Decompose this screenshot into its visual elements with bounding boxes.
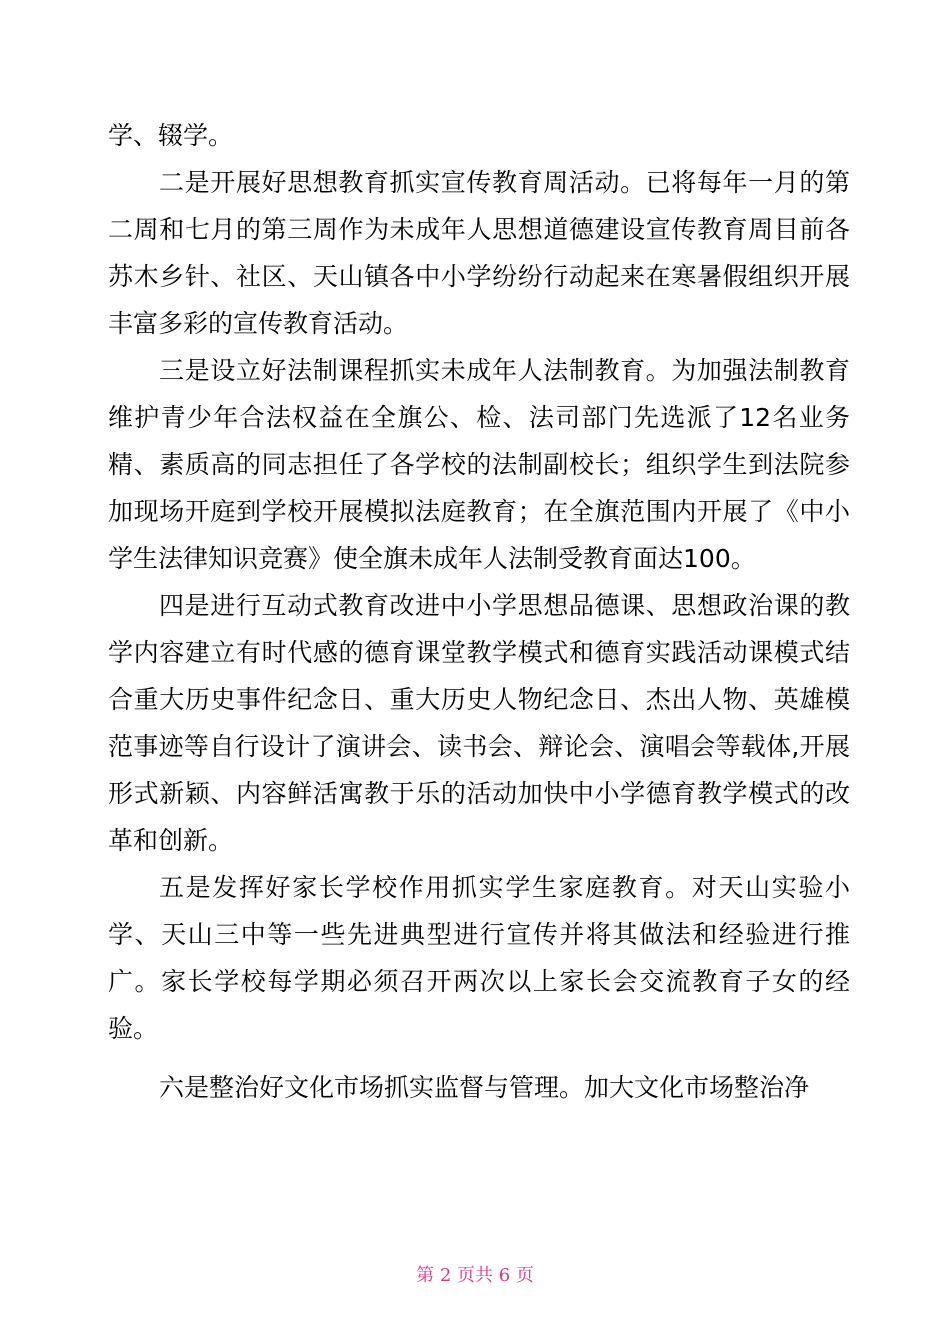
paragraph-4-interactive-education: 四是进行互动式教育改进中小学思想品德课、思想政治课的教学内容建立有时代感的德育课堂教学模式和德育实践活动课模式结合重大历史事件纪念日、重大历史人物纪念日、杰出人物、英雄模范事迹等自行设计了演讲会、读书会、辩论会、演唱会等载体,开展形式新颖、内容鲜活寓教于乐的活动加快中小学德育教学模式的改革和创新。	[108, 591, 850, 855]
document-body	[108, 112, 850, 1111]
paragraph-2-thought-education: 二是开展好思想教育抓实宣传教育周活动。已将每年一月的第二周和七月的第三周作为未成年人思想道德建设宣传教育周目前各苏木乡针、社区、天山镇各中小学纷纷行动起来在寒暑假组织开展丰富多彩的宣传教育活动。	[108, 168, 850, 338]
paragraph-continuation: 学、辍学。	[108, 121, 234, 150]
paragraph-5-parent-school: 五是发挥好家长学校作用抓实学生家庭教育。对天山实验小学、天山三中等一些先进典型进行宣传并将其做法和经验进行推广。家长学校每学期必须召开两次以上家长会交流教育子女的经验。	[108, 873, 850, 1043]
page-number-footer: 第 2 页共 6 页	[416, 1265, 534, 1286]
paragraph-6-cultural-market: 六是整治好文化市场抓实监督与管理。加大文化市场整治净	[159, 1073, 810, 1102]
paragraph-3-legal-education: 三是设立好法制课程抓实未成年人法制教育。为加强法制教育维护青少年合法权益在全旗公、检、法司部门先选派了12名业务精、素质高的同志担任了各学校的法制副校长；组织学生到法院参加现场开庭到学校开展模拟法庭教育；在全旗范围内开展了《中小学生法律知识竞赛》使全旗未成年人法制受教育面达100。	[108, 356, 850, 573]
